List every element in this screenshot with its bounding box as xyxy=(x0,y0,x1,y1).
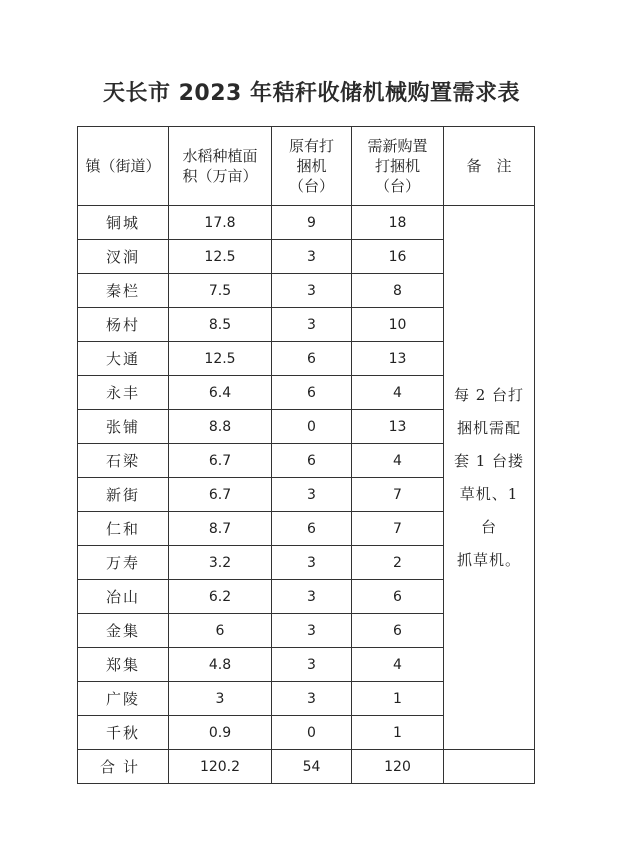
cell-existing: 3 xyxy=(272,546,352,580)
header-needed-line2: 打捆机 xyxy=(374,157,420,175)
cell-town: 仁和 xyxy=(78,512,169,546)
cell-area: 6.2 xyxy=(169,580,272,614)
cell-area: 3.2 xyxy=(169,546,272,580)
cell-needed: 6 xyxy=(352,580,444,614)
remark-line: 捆机需配 xyxy=(456,418,521,437)
cell-town: 新街 xyxy=(78,478,169,512)
cell-town: 千秋 xyxy=(78,716,169,750)
page-title: 天长市 2023 年秸秆收储机械购置需求表 xyxy=(102,81,521,106)
cell-town: 广陵 xyxy=(78,682,169,716)
cell-needed: 8 xyxy=(352,274,444,308)
remark-line: 抓草机。 xyxy=(456,550,521,569)
cell-town: 郑集 xyxy=(78,648,169,682)
cell-needed: 13 xyxy=(352,342,444,376)
header-area-line2: 积（万亩） xyxy=(182,167,258,185)
cell-remark xyxy=(444,206,535,750)
cell-needed: 2 xyxy=(352,546,444,580)
cell-area: 6.7 xyxy=(169,444,272,478)
demand-table xyxy=(77,126,535,784)
cell-needed: 4 xyxy=(352,648,444,682)
cell-existing: 3 xyxy=(272,648,352,682)
cell-area: 4.8 xyxy=(169,648,272,682)
cell-existing: 0 xyxy=(272,410,352,444)
total-needed: 120 xyxy=(352,750,444,784)
header-existing-line1: 原有打 xyxy=(288,137,334,155)
cell-area: 0.9 xyxy=(169,716,272,750)
cell-town: 金集 xyxy=(78,614,169,648)
cell-needed: 10 xyxy=(352,308,444,342)
remark-line: 草机、1 台 xyxy=(459,484,519,536)
cell-needed: 16 xyxy=(352,240,444,274)
cell-existing: 3 xyxy=(272,478,352,512)
cell-existing: 6 xyxy=(272,376,352,410)
cell-existing: 3 xyxy=(272,308,352,342)
cell-town: 铜城 xyxy=(78,206,169,240)
cell-area: 8.7 xyxy=(169,512,272,546)
cell-existing: 3 xyxy=(272,580,352,614)
cell-existing: 3 xyxy=(272,682,352,716)
cell-area: 6.4 xyxy=(169,376,272,410)
cell-area: 6 xyxy=(169,614,272,648)
cell-town: 石梁 xyxy=(78,444,169,478)
cell-existing: 0 xyxy=(272,716,352,750)
total-row xyxy=(78,750,535,784)
cell-town: 杨村 xyxy=(78,308,169,342)
header-existing-line2: 捆机 xyxy=(296,157,327,175)
header-needed xyxy=(352,127,444,206)
cell-needed: 18 xyxy=(352,206,444,240)
cell-town: 汊涧 xyxy=(78,240,169,274)
total-area: 120.2 xyxy=(169,750,272,784)
total-existing: 54 xyxy=(272,750,352,784)
total-label: 合计 xyxy=(78,750,169,784)
cell-existing: 6 xyxy=(272,444,352,478)
cell-needed: 1 xyxy=(352,682,444,716)
cell-area: 8.8 xyxy=(169,410,272,444)
cell-area: 12.5 xyxy=(169,240,272,274)
cell-existing: 6 xyxy=(272,342,352,376)
header-area-line1: 水稻种植面 xyxy=(182,147,258,165)
cell-area: 17.8 xyxy=(169,206,272,240)
header-town: 镇（街道） xyxy=(78,127,169,206)
cell-needed: 13 xyxy=(352,410,444,444)
cell-needed: 7 xyxy=(352,478,444,512)
cell-town: 张铺 xyxy=(78,410,169,444)
cell-needed: 4 xyxy=(352,444,444,478)
cell-area: 12.5 xyxy=(169,342,272,376)
cell-needed: 7 xyxy=(352,512,444,546)
header-remark: 备 注 xyxy=(444,127,535,206)
header-existing-line3: （台） xyxy=(288,177,334,195)
header-area xyxy=(169,127,272,206)
header-row xyxy=(78,127,535,206)
total-remark xyxy=(444,750,535,784)
cell-existing: 9 xyxy=(272,206,352,240)
cell-needed: 1 xyxy=(352,716,444,750)
cell-town: 冶山 xyxy=(78,580,169,614)
cell-area: 8.5 xyxy=(169,308,272,342)
remark-line: 套 1 台搂 xyxy=(453,451,525,470)
cell-existing: 3 xyxy=(272,240,352,274)
cell-existing: 6 xyxy=(272,512,352,546)
header-needed-line1: 需新购置 xyxy=(367,137,428,155)
cell-needed: 6 xyxy=(352,614,444,648)
cell-town: 大通 xyxy=(78,342,169,376)
table-row xyxy=(78,206,535,240)
cell-area: 6.7 xyxy=(169,478,272,512)
remark-line: 每 2 台打 xyxy=(453,385,525,404)
cell-town: 万寿 xyxy=(78,546,169,580)
cell-town: 秦栏 xyxy=(78,274,169,308)
cell-existing: 3 xyxy=(272,614,352,648)
cell-needed: 4 xyxy=(352,376,444,410)
header-existing xyxy=(272,127,352,206)
cell-existing: 3 xyxy=(272,274,352,308)
cell-area: 3 xyxy=(169,682,272,716)
header-needed-line3: （台） xyxy=(374,177,420,195)
cell-town: 永丰 xyxy=(78,376,169,410)
cell-area: 7.5 xyxy=(169,274,272,308)
